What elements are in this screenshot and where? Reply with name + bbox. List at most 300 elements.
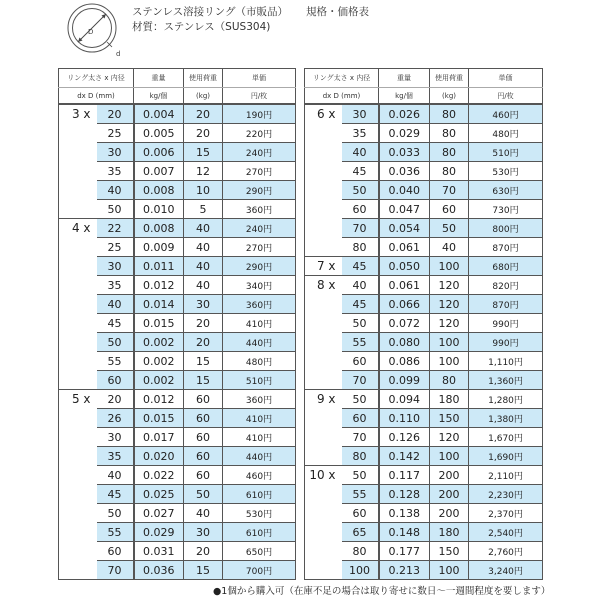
load-cell: 150	[430, 409, 469, 428]
inner-diameter-cell: 55	[342, 485, 379, 504]
load-cell: 100	[430, 257, 469, 276]
table-row	[305, 466, 543, 485]
load-cell: 30	[184, 295, 223, 314]
diagram-label-D: D	[88, 28, 94, 36]
weight-cell: 0.126	[379, 428, 430, 447]
thickness-cell: 5 x	[59, 390, 97, 409]
load-cell: 50	[184, 485, 223, 504]
thickness-cell	[305, 428, 342, 447]
thickness-cell	[59, 257, 97, 276]
thickness-cell	[59, 352, 97, 371]
weight-cell: 0.138	[379, 504, 430, 523]
inner-diameter-cell: 25	[97, 124, 134, 143]
weight-cell: 0.050	[379, 257, 430, 276]
load-cell: 120	[430, 314, 469, 333]
header-price: 単価	[223, 69, 296, 88]
load-cell: 100	[430, 352, 469, 371]
weight-cell: 0.036	[134, 561, 184, 580]
table-row	[59, 561, 296, 580]
table-row	[305, 314, 543, 333]
header-weight: 重量	[134, 69, 184, 88]
price-cell: 410円	[223, 314, 296, 333]
thickness-cell: 7 x	[305, 257, 342, 276]
load-cell: 80	[430, 143, 469, 162]
price-cell: 460円	[469, 104, 543, 124]
price-cell: 1,380円	[469, 409, 543, 428]
table-row	[305, 181, 543, 200]
weight-cell: 0.008	[134, 219, 184, 238]
price-cell: 340円	[223, 276, 296, 295]
weight-cell: 0.117	[379, 466, 430, 485]
inner-diameter-cell: 50	[97, 200, 134, 219]
load-cell: 40	[184, 257, 223, 276]
spec-table-left	[58, 68, 296, 580]
table-row	[59, 542, 296, 561]
thickness-cell: 3 x	[71, 107, 91, 122]
header-price-unit: 円/枚	[223, 88, 296, 105]
thickness-cell	[305, 219, 342, 238]
weight-cell: 0.148	[379, 523, 430, 542]
inner-diameter-cell: 100	[342, 561, 379, 580]
inner-diameter-cell: 70	[342, 371, 379, 390]
price-cell: 1,670円	[469, 428, 543, 447]
load-cell: 80	[430, 124, 469, 143]
load-cell: 40	[184, 504, 223, 523]
inner-diameter-cell: 80	[342, 447, 379, 466]
price-cell: 680円	[469, 257, 543, 276]
weight-cell: 0.072	[379, 314, 430, 333]
weight-cell: 0.061	[379, 238, 430, 257]
table-row	[305, 523, 543, 542]
table-row	[59, 523, 296, 542]
table-row	[305, 104, 543, 124]
table-row	[305, 219, 543, 238]
price-cell: 360円	[223, 295, 296, 314]
header-size: リング太さ x 内径	[305, 69, 379, 88]
page-title	[132, 4, 369, 19]
table-row	[305, 124, 543, 143]
load-cell: 20	[184, 124, 223, 143]
inner-diameter-cell: 45	[342, 257, 379, 276]
price-cell: 480円	[223, 352, 296, 371]
load-cell: 200	[430, 466, 469, 485]
price-cell: 3,240円	[469, 561, 543, 580]
load-cell: 80	[430, 371, 469, 390]
weight-cell: 0.061	[379, 276, 430, 295]
weight-cell: 0.066	[379, 295, 430, 314]
inner-diameter-cell: 60	[97, 371, 134, 390]
ring-diagram-icon	[60, 2, 124, 58]
weight-cell: 0.012	[134, 390, 184, 409]
table-row	[305, 257, 543, 276]
price-cell: 1,360円	[469, 371, 543, 390]
price-cell: 220円	[223, 124, 296, 143]
load-cell: 200	[430, 485, 469, 504]
thickness-cell	[59, 314, 97, 333]
table-row	[59, 143, 296, 162]
table-row	[59, 485, 296, 504]
spec-table-right	[304, 68, 543, 580]
inner-diameter-cell: 65	[342, 523, 379, 542]
table-row	[305, 428, 543, 447]
load-cell: 40	[184, 219, 223, 238]
price-cell: 510円	[469, 143, 543, 162]
header-weight-unit: kg/個	[379, 88, 430, 105]
thickness-cell	[59, 124, 97, 143]
table-row	[305, 409, 543, 428]
inner-diameter-cell: 40	[97, 181, 134, 200]
weight-cell: 0.015	[134, 314, 184, 333]
table-row	[305, 485, 543, 504]
inner-diameter-cell: 50	[342, 181, 379, 200]
load-cell: 15	[184, 143, 223, 162]
header-size-unit: dx D (mm)	[59, 88, 134, 105]
thickness-cell	[305, 447, 342, 466]
inner-diameter-cell: 80	[342, 238, 379, 257]
inner-diameter-cell: 20	[97, 390, 134, 409]
thickness-cell	[305, 409, 342, 428]
price-cell: 510円	[223, 371, 296, 390]
price-cell: 360円	[223, 200, 296, 219]
weight-cell: 0.094	[379, 390, 430, 409]
load-cell: 60	[430, 200, 469, 219]
header-load: 使用荷重	[184, 69, 223, 88]
table-row	[59, 104, 296, 124]
price-cell: 190円	[223, 104, 296, 124]
inner-diameter-cell: 45	[342, 162, 379, 181]
inner-diameter-cell: 30	[97, 143, 134, 162]
inner-diameter-cell: 35	[97, 276, 134, 295]
inner-diameter-cell: 50	[342, 314, 379, 333]
thickness-cell	[59, 200, 97, 219]
price-cell: 410円	[223, 409, 296, 428]
inner-diameter-cell: 35	[97, 162, 134, 181]
table-row	[59, 333, 296, 352]
load-cell: 20	[184, 542, 223, 561]
thickness-cell	[305, 561, 342, 580]
weight-cell: 0.040	[379, 181, 430, 200]
price-cell: 270円	[223, 162, 296, 181]
weight-cell: 0.086	[379, 352, 430, 371]
table-row	[305, 447, 543, 466]
thickness-cell	[59, 466, 97, 485]
price-cell: 240円	[223, 143, 296, 162]
table-row	[59, 466, 296, 485]
header-price-unit: 円/枚	[469, 88, 543, 105]
weight-cell: 0.036	[379, 162, 430, 181]
inner-diameter-cell: 25	[97, 238, 134, 257]
weight-cell: 0.022	[134, 466, 184, 485]
table-row	[59, 390, 296, 409]
table-row	[305, 371, 543, 390]
weight-cell: 0.080	[379, 333, 430, 352]
thickness-cell	[59, 333, 97, 352]
load-cell: 60	[184, 466, 223, 485]
table-row	[305, 200, 543, 219]
thickness-cell	[305, 352, 342, 371]
inner-diameter-cell: 50	[342, 390, 379, 409]
weight-cell: 0.007	[134, 162, 184, 181]
thickness-cell	[305, 295, 342, 314]
inner-diameter-cell: 26	[97, 409, 134, 428]
load-cell: 150	[430, 542, 469, 561]
weight-cell: 0.006	[134, 143, 184, 162]
table-row	[59, 428, 296, 447]
table-row	[305, 542, 543, 561]
thickness-cell	[59, 143, 97, 162]
thickness-cell	[305, 181, 342, 200]
load-cell: 15	[184, 352, 223, 371]
thickness-cell: 8 x	[305, 276, 342, 295]
weight-cell: 0.002	[134, 371, 184, 390]
weight-cell: 0.009	[134, 238, 184, 257]
inner-diameter-cell: 40	[97, 295, 134, 314]
load-cell: 60	[184, 428, 223, 447]
header-load-unit: (kg)	[430, 88, 469, 105]
weight-cell: 0.020	[134, 447, 184, 466]
inner-diameter-cell: 60	[97, 542, 134, 561]
thickness-cell	[59, 276, 97, 295]
price-cell: 610円	[223, 523, 296, 542]
load-cell: 100	[430, 561, 469, 580]
price-cell: 2,110円	[469, 466, 543, 485]
thickness-cell	[59, 561, 97, 580]
thickness-cell: 10 x	[305, 466, 342, 485]
inner-diameter-cell: 35	[342, 124, 379, 143]
weight-cell: 0.047	[379, 200, 430, 219]
thickness-cell	[305, 371, 342, 390]
title-text: ステンレス溶接リング（市販品）	[132, 6, 288, 18]
weight-cell: 0.025	[134, 485, 184, 504]
table-row	[305, 561, 543, 580]
weight-cell: 0.015	[134, 409, 184, 428]
weight-cell: 0.029	[134, 523, 184, 542]
thickness-cell: 9 x	[305, 390, 342, 409]
load-cell: 80	[430, 104, 469, 124]
table-row	[59, 219, 296, 238]
inner-diameter-cell: 45	[342, 295, 379, 314]
load-cell: 200	[430, 504, 469, 523]
price-cell: 530円	[469, 162, 543, 181]
thickness-cell	[305, 523, 342, 542]
inner-diameter-cell: 55	[97, 352, 134, 371]
load-cell: 120	[430, 276, 469, 295]
table-row	[59, 314, 296, 333]
load-cell: 40	[184, 238, 223, 257]
inner-diameter-cell: 30	[97, 257, 134, 276]
price-cell: 2,230円	[469, 485, 543, 504]
thickness-cell	[305, 200, 342, 219]
thickness-cell	[305, 238, 342, 257]
table-row	[305, 352, 543, 371]
header-weight: 重量	[379, 69, 430, 88]
weight-cell: 0.008	[134, 181, 184, 200]
table-row	[59, 257, 296, 276]
price-cell: 700円	[223, 561, 296, 580]
thickness-cell	[305, 333, 342, 352]
inner-diameter-cell: 60	[342, 504, 379, 523]
inner-diameter-cell: 45	[97, 314, 134, 333]
load-cell: 60	[184, 409, 223, 428]
price-cell: 270円	[223, 238, 296, 257]
inner-diameter-cell: 60	[342, 352, 379, 371]
weight-cell: 0.142	[379, 447, 430, 466]
weight-cell: 0.010	[134, 200, 184, 219]
table-row	[305, 333, 543, 352]
weight-cell: 0.005	[134, 124, 184, 143]
load-cell: 60	[184, 390, 223, 409]
load-cell: 80	[430, 162, 469, 181]
header-size-unit: dx D (mm)	[305, 88, 379, 105]
inner-diameter-cell: 20	[97, 104, 134, 124]
inner-diameter-cell: 22	[97, 219, 134, 238]
table-row	[305, 238, 543, 257]
price-cell: 870円	[469, 295, 543, 314]
table-row	[59, 276, 296, 295]
table-row	[59, 447, 296, 466]
inner-diameter-cell: 70	[342, 219, 379, 238]
price-cell: 440円	[223, 447, 296, 466]
load-cell: 50	[430, 219, 469, 238]
load-cell: 10	[184, 181, 223, 200]
table-row	[305, 143, 543, 162]
inner-diameter-cell: 70	[342, 428, 379, 447]
load-cell: 20	[184, 333, 223, 352]
load-cell: 180	[430, 390, 469, 409]
price-cell: 1,690円	[469, 447, 543, 466]
table-row	[59, 181, 296, 200]
thickness-cell: 6 x	[316, 107, 336, 122]
price-cell: 440円	[223, 333, 296, 352]
table-row	[59, 352, 296, 371]
price-cell: 240円	[223, 219, 296, 238]
thickness-cell	[305, 162, 342, 181]
thickness-cell	[305, 504, 342, 523]
load-cell: 5	[184, 200, 223, 219]
load-cell: 40	[184, 276, 223, 295]
load-cell: 70	[430, 181, 469, 200]
load-cell: 15	[184, 371, 223, 390]
table-row	[305, 295, 543, 314]
weight-cell: 0.054	[379, 219, 430, 238]
load-cell: 60	[184, 447, 223, 466]
load-cell: 40	[430, 238, 469, 257]
thickness-cell	[305, 485, 342, 504]
table-row	[59, 200, 296, 219]
price-cell: 290円	[223, 181, 296, 200]
inner-diameter-cell: 30	[97, 428, 134, 447]
load-cell: 120	[430, 295, 469, 314]
inner-diameter-cell: 55	[97, 523, 134, 542]
inner-diameter-cell: 50	[342, 466, 379, 485]
load-cell: 180	[430, 523, 469, 542]
header-weight-unit: kg/個	[134, 88, 184, 105]
inner-diameter-cell: 60	[342, 200, 379, 219]
price-cell: 990円	[469, 333, 543, 352]
inner-diameter-cell: 30	[342, 104, 379, 124]
inner-diameter-cell: 50	[97, 333, 134, 352]
load-cell: 12	[184, 162, 223, 181]
load-cell: 100	[430, 333, 469, 352]
header-load-unit: (kg)	[184, 88, 223, 105]
inner-diameter-cell: 80	[342, 542, 379, 561]
price-cell: 610円	[223, 485, 296, 504]
material-text: 材質：ステンレス（SUS304)	[132, 21, 271, 33]
thickness-cell	[59, 181, 97, 200]
thickness-cell	[305, 143, 342, 162]
inner-diameter-cell: 55	[342, 333, 379, 352]
inner-diameter-cell: 70	[97, 561, 134, 580]
table-row	[305, 390, 543, 409]
price-cell: 820円	[469, 276, 543, 295]
price-cell: 730円	[469, 200, 543, 219]
price-cell: 290円	[223, 257, 296, 276]
load-cell: 100	[430, 447, 469, 466]
inner-diameter-cell: 60	[342, 409, 379, 428]
thickness-cell	[59, 428, 97, 447]
thickness-cell	[59, 162, 97, 181]
thickness-cell: 4 x	[59, 219, 97, 238]
inner-diameter-cell: 40	[342, 276, 379, 295]
weight-cell: 0.002	[134, 333, 184, 352]
table-row	[305, 276, 543, 295]
thickness-cell	[305, 542, 342, 561]
thickness-cell	[59, 523, 97, 542]
thickness-cell	[305, 314, 342, 333]
price-cell: 870円	[469, 238, 543, 257]
weight-cell: 0.033	[379, 143, 430, 162]
inner-diameter-cell: 40	[97, 466, 134, 485]
load-cell: 30	[184, 523, 223, 542]
price-cell: 1,110円	[469, 352, 543, 371]
weight-cell: 0.014	[134, 295, 184, 314]
diagram-label-d: d	[116, 50, 121, 58]
table-row	[59, 409, 296, 428]
load-cell: 20	[184, 104, 223, 124]
weight-cell: 0.110	[379, 409, 430, 428]
price-cell: 650円	[223, 542, 296, 561]
weight-cell: 0.031	[134, 542, 184, 561]
weight-cell: 0.027	[134, 504, 184, 523]
thickness-cell	[59, 409, 97, 428]
inner-diameter-cell: 40	[342, 143, 379, 162]
inner-diameter-cell: 35	[97, 447, 134, 466]
weight-cell: 0.012	[134, 276, 184, 295]
table-row	[305, 504, 543, 523]
price-cell: 1,280円	[469, 390, 543, 409]
table-row	[59, 295, 296, 314]
price-cell: 800円	[469, 219, 543, 238]
weight-cell: 0.029	[379, 124, 430, 143]
thickness-cell	[59, 295, 97, 314]
price-cell: 410円	[223, 428, 296, 447]
weight-cell: 0.011	[134, 257, 184, 276]
thickness-cell	[59, 542, 97, 561]
load-cell: 20	[184, 314, 223, 333]
thickness-cell	[59, 238, 97, 257]
weight-cell: 0.213	[379, 561, 430, 580]
price-cell: 360円	[223, 390, 296, 409]
price-cell: 460円	[223, 466, 296, 485]
table-row	[59, 504, 296, 523]
thickness-cell	[59, 371, 97, 390]
table-row	[59, 238, 296, 257]
subtitle-text: 規格・価格表	[305, 6, 369, 18]
price-cell: 530円	[223, 504, 296, 523]
footer-note: ●1個から購入可（在庫不足の場合は取り寄せに数日～一週間程度を要します）	[213, 586, 551, 597]
load-cell: 120	[430, 428, 469, 447]
thickness-cell	[59, 504, 97, 523]
